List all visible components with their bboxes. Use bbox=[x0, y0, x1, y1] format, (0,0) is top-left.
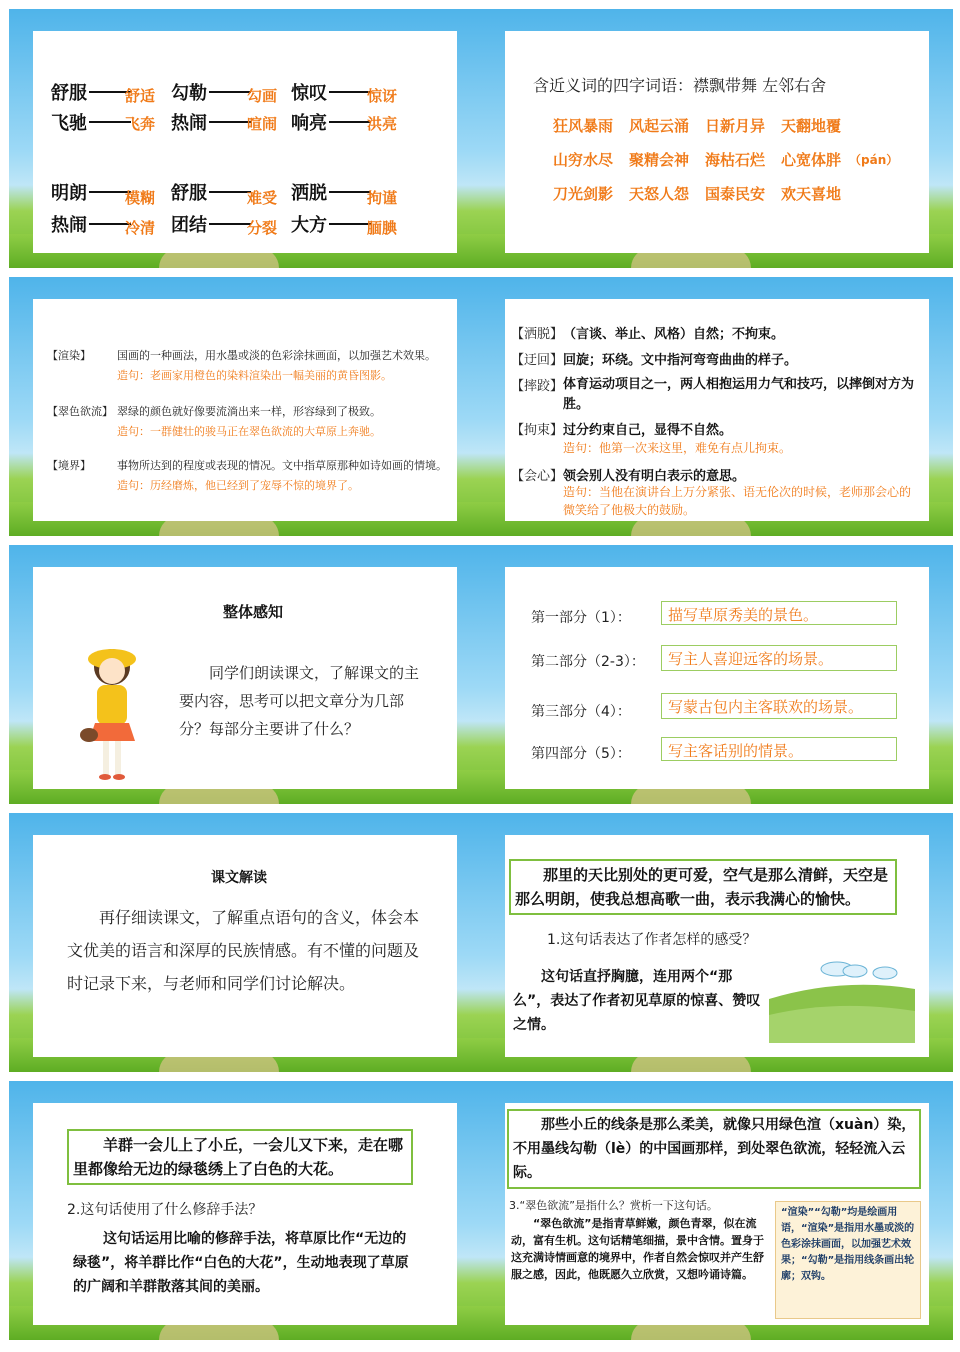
idiom: 天翻地覆 bbox=[781, 117, 842, 135]
example: 造句：当他在演讲台上万分紧张、语无伦次的时候，老师那会心的微笑给了他极大的鼓励。 bbox=[563, 485, 912, 517]
antonym: 腼腆 bbox=[367, 219, 398, 237]
answer: 这句话直抒胸臆，连用两个“那么”，表达了作者初见草原的惊喜、赞叹之情。 bbox=[513, 969, 761, 1033]
term: 【渲染】 bbox=[47, 349, 91, 362]
part-label: 第三部分（4）： bbox=[531, 704, 631, 720]
antonym: 难受 bbox=[247, 189, 278, 207]
grassland-illustration bbox=[767, 959, 917, 1045]
word: 响亮 bbox=[291, 113, 327, 134]
answer: “翠色欲流”是指青草鲜嫩，颜色青翠，似在流动，富有生机。这句话精笔细描，景中含情。置身于这充满诗情画意的境界中，作者自然会惊叹并产生舒服之感，因此，他既愿久立欣赏，又想吟诵诗篇。 bbox=[511, 1217, 764, 1281]
definition: 翠绿的颜色就好像要流淌出来一样，形容绿到了极致。 bbox=[117, 405, 381, 418]
slide-1 bbox=[9, 9, 481, 268]
idiom: 天怒人怨 bbox=[629, 185, 690, 203]
question: 2.这句话使用了什么修辞手法？ bbox=[67, 1202, 263, 1218]
slide-1-panel bbox=[33, 31, 457, 253]
definition: 领会别人没有明白表示的意思。 bbox=[563, 469, 746, 484]
slide-7-text: 再仔细读课文，了解重点语句的含义，体会本文优美的语言和深厚的民族情感。有不懂的问题及时记录下来，与老师和同学们讨论解决。 bbox=[67, 908, 420, 993]
slide-6-panel bbox=[505, 567, 929, 789]
slide-5-text: 同学们朗读课文，了解课文的主要内容，思考可以把文章分为几部分？每部分主要讲了什么？ bbox=[179, 664, 420, 738]
term: 【摔跤】 bbox=[511, 379, 564, 394]
term: 【洒脱】 bbox=[511, 327, 564, 342]
definition: 体育运动项目之一，两人相抱运用力气和技巧，以摔倒对方为胜。 bbox=[563, 377, 915, 412]
slide-8 bbox=[481, 813, 953, 1072]
girl-illustration bbox=[77, 637, 147, 787]
definition: 回旋；环绕。文中指河弯弯曲曲的样子。 bbox=[563, 353, 798, 368]
slide-7-title: 课文解读 bbox=[211, 870, 267, 886]
antonym: 喧闹 bbox=[247, 115, 278, 133]
antonym: 冷清 bbox=[125, 219, 156, 237]
part-label: 第二部分（2-3）： bbox=[531, 654, 645, 670]
idiom: 欢天喜地 bbox=[781, 185, 842, 203]
idiom: 狂风暴雨 bbox=[553, 117, 614, 135]
word: 飞驰 bbox=[51, 113, 87, 134]
antonym: 洪亮 bbox=[367, 115, 398, 133]
antonym: 勾画 bbox=[247, 87, 278, 105]
term: 【境界】 bbox=[47, 459, 91, 472]
part-content: 写主人喜迎远客的场景。 bbox=[661, 645, 897, 671]
term: 【翠色欲流】 bbox=[47, 405, 113, 418]
quote-text: 羊群一会儿上了小丘，一会儿又下来，走在哪里都像给无边的绿毯绣上了白色的大花。 bbox=[73, 1136, 404, 1178]
quote-text: 那里的天比别处的更可爱，空气是那么清鲜，天空是那么明朗，使我总想高歌一曲，表示我满心的愉快。 bbox=[515, 866, 889, 908]
slide-4-panel bbox=[505, 299, 929, 521]
idiom: 日新月异 bbox=[705, 117, 766, 135]
part-content: 描写草原秀美的景色。 bbox=[661, 601, 897, 625]
quote-text: 那些小丘的线条是那么柔美，就像只用绿色渲（xuàn）染，不用墨线勾勒（lè）的中国画那样，到处翠色欲流，轻轻流入云际。 bbox=[513, 1117, 916, 1181]
antonym: 模糊 bbox=[125, 189, 156, 207]
idiom: 刀光剑影 bbox=[553, 185, 614, 203]
term: 【会心】 bbox=[511, 469, 564, 484]
slide-9-panel bbox=[33, 1103, 457, 1325]
word: 热闹 bbox=[171, 113, 207, 134]
idiom: 海枯石烂 bbox=[705, 151, 766, 169]
antonym: 分裂 bbox=[247, 219, 278, 237]
slide-2 bbox=[481, 9, 953, 268]
antonym: 惊讶 bbox=[367, 87, 398, 105]
slide-9 bbox=[9, 1081, 481, 1340]
word: 明朗 bbox=[51, 183, 87, 204]
slide-8-panel bbox=[505, 835, 929, 1057]
idiom: 心宽体胖 bbox=[781, 151, 842, 169]
example: 造句：他第一次来这里，难免有点儿拘束。 bbox=[563, 441, 792, 455]
slide-10 bbox=[481, 1081, 953, 1340]
part-content: 写蒙古包内主客联欢的场景。 bbox=[661, 693, 897, 719]
idiom: 聚精会神 bbox=[629, 151, 690, 169]
word: 洒脱 bbox=[291, 183, 327, 204]
slide-3-panel bbox=[33, 299, 457, 521]
word: 惊叹 bbox=[291, 83, 327, 104]
definition: 事物所达到的程度或表现的情况。文中指草原那种如诗如画的情境。 bbox=[117, 459, 447, 472]
part-label: 第一部分（1）： bbox=[531, 610, 631, 626]
question: 3.“翠色欲流”是指什么？赏析一下这句话。 bbox=[509, 1199, 718, 1212]
slide-6 bbox=[481, 545, 953, 804]
idiom: 风起云涌 bbox=[629, 117, 690, 135]
word: 舒服 bbox=[171, 183, 207, 204]
slide-7-panel bbox=[33, 835, 457, 1057]
slide-2-title: 含近义词的四字词语：襟飘带舞 左邻右舍 bbox=[533, 76, 827, 95]
part-label: 第四部分（5）： bbox=[531, 746, 631, 762]
definition: 过分约束自己，显得不自然。 bbox=[563, 423, 733, 438]
slide-10-panel bbox=[505, 1103, 929, 1325]
word: 团结 bbox=[171, 215, 207, 236]
example: 造句：老画家用橙色的染料渲染出一幅美丽的黄昏图影。 bbox=[117, 369, 392, 382]
slide-3 bbox=[9, 277, 481, 536]
slide-5-panel bbox=[33, 567, 457, 789]
word: 大方 bbox=[291, 215, 327, 236]
slide-4 bbox=[481, 277, 953, 536]
word: 热闹 bbox=[51, 215, 87, 236]
word: 舒服 bbox=[51, 83, 87, 104]
antonym: 拘谨 bbox=[367, 189, 398, 207]
antonym: 飞奔 bbox=[125, 115, 156, 133]
idiom: 山穷水尽 bbox=[553, 151, 614, 169]
example: 造句：历经磨炼，他已经到了宠辱不惊的境界了。 bbox=[117, 479, 359, 492]
answer: 这句话运用比喻的修辞手法，将草原比作“无边的绿毯”，将羊群比作“白色的大花”，生动地表现了草原的广阔和羊群散落其间的美丽。 bbox=[73, 1231, 409, 1295]
idiom: 国泰民安 bbox=[705, 185, 766, 203]
antonym: 舒适 bbox=[125, 87, 156, 105]
slide-2-panel bbox=[505, 31, 929, 253]
term: 【迂回】 bbox=[511, 353, 564, 368]
slide-5 bbox=[9, 545, 481, 804]
term: 【拘束】 bbox=[511, 423, 564, 438]
part-content: 写主客话别的情景。 bbox=[661, 737, 897, 761]
slide-5-title: 整体感知 bbox=[223, 603, 284, 621]
note-text: “渲染”“勾勒”均是绘画用语，“渲染”是指用水墨或淡的色彩涂抹画面，以加强艺术效果；“勾勒”是指用线条画出轮廓；双钩。 bbox=[781, 1207, 915, 1282]
definition: 国画的一种画法，用水墨或淡的色彩涂抹画面，以加强艺术效果。 bbox=[117, 349, 436, 362]
slide-7 bbox=[9, 813, 481, 1072]
definition: （言谈、举止、风格）自然；不拘束。 bbox=[563, 327, 785, 342]
example: 造句：一群健壮的骏马正在翠色欲流的大草原上奔驰。 bbox=[117, 425, 381, 438]
pinyin: （pán） bbox=[849, 153, 899, 167]
word: 勾勒 bbox=[171, 83, 207, 104]
question: 1.这句话表达了作者怎样的感受？ bbox=[547, 932, 757, 948]
